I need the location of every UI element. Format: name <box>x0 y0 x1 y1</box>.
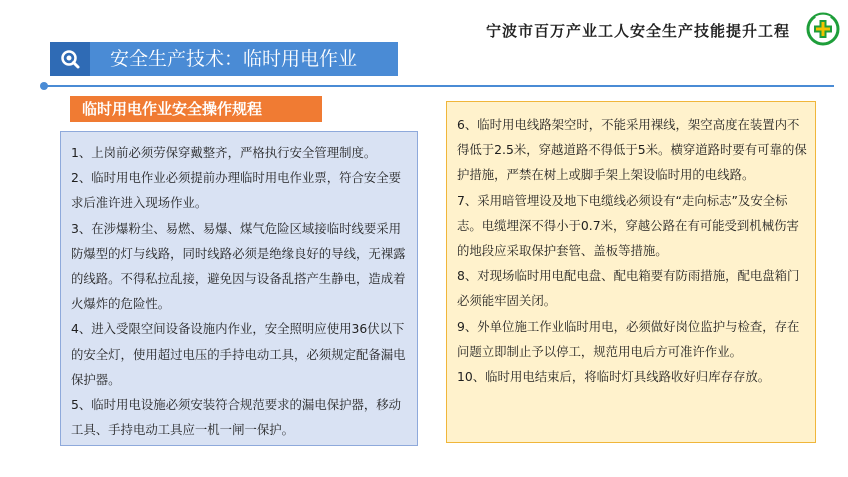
rule-item: 2、临时用电作业必须提前办理临时用电作业票，符合安全要求后准许进入现场作业。 <box>71 170 402 211</box>
rule-item: 7、采用暗管埋设及地下电缆线必须设有“走向标志”及安全标志。电缆埋深不得小于0.7米，穿越公路在有可能受到机械伤害的地段应采取保护套管、盖板等措施。 <box>457 192 799 259</box>
rule-item: 4、进入受限空间设备设施内作业，安全照明应使用36伏以下的安全灯，使用超过电压的手持电动工具，必须规定配备漏电保护器。 <box>71 321 406 387</box>
left-rules-panel <box>60 131 418 446</box>
rule-item: 6、临时用电线路架空时，不能采用裸线，架空高度在装置内不得低于2.5米，穿越道路不得低于5米。横穿道路时要有可靠的保护措施，严禁在树上或脚手架上架设临时用的电线路。 <box>457 117 807 183</box>
org-title: 宁波市百万产业工人安全生产技能提升工程 <box>485 22 790 40</box>
rule-item: 10、临时用电结束后，将临时灯具线路收好归库存存放。 <box>457 369 771 385</box>
right-rules-panel <box>446 101 816 443</box>
rule-item: 5、临时用电设施必须安装符合规范要求的漏电保护器，移动工具、手持电动工具应一机一闸一保护。 <box>71 397 402 438</box>
divider-line <box>44 85 834 87</box>
rule-item: 1、上岗前必须劳保穿戴整齐，严格执行安全管理制度。 <box>71 145 377 160</box>
page-title: 安全生产技术：临时用电作业 <box>110 48 358 70</box>
rule-item: 3、在涉爆粉尘、易燃、易爆、煤气危险区域接临时线要采用防爆型的灯与线路，同时线路必须是绝缘良好的导线，无裸露的线路。不得私拉乱接，避免因与设备乱搭产生静电，造成着火爆炸的危险性。 <box>71 220 406 312</box>
section-subtitle: 临时用电作业安全操作规程 <box>70 96 322 122</box>
rule-item: 8、对现场临时用电配电盘、配电箱要有防雨措施，配电盘箱门必须能牢固关闭。 <box>457 268 800 309</box>
green-cross-logo-icon <box>806 12 840 46</box>
rule-item: 9、外单位施工作业临时用电，必须做好岗位监护与检查，存在问题立即制止予以停工，规范用电后方可准许作业。 <box>457 318 800 359</box>
search-icon <box>50 42 90 76</box>
